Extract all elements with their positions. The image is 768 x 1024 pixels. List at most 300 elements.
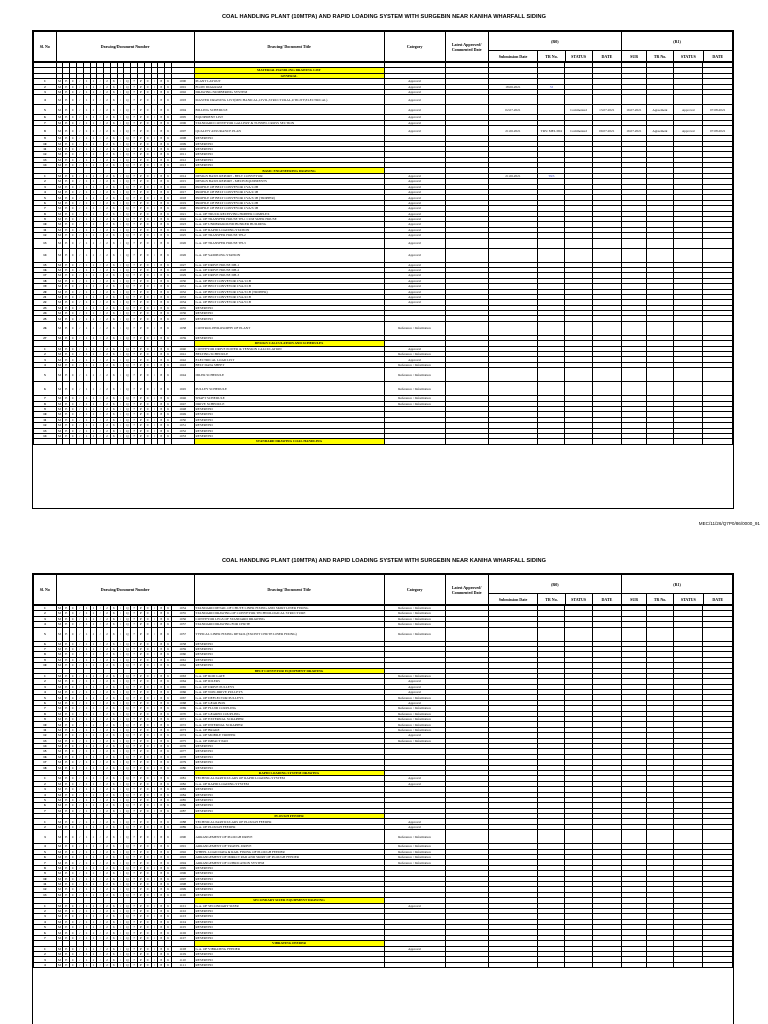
- drawing-number-char: C: [70, 84, 77, 89]
- drawing-number-char: 7: [131, 300, 138, 305]
- drawing-number-char: Q: [124, 819, 131, 824]
- tr-no-cell[interactable]: TRS/ MEL/004: [538, 126, 565, 136]
- drawing-number-char: 0: [144, 211, 151, 216]
- drawing-number-char: 2: [104, 195, 111, 200]
- drawing-number-char: /: [97, 652, 104, 657]
- drawing-number-code: 1039: [171, 335, 194, 340]
- sl-no-cell: 6: [34, 382, 57, 396]
- drawing-number-char: 1: [83, 179, 90, 184]
- drawing-number-char: /: [151, 957, 158, 962]
- drawing-number-char: 0: [144, 733, 151, 738]
- drawing-number-char: 1: [90, 95, 97, 105]
- drawing-number-char: /: [117, 819, 124, 824]
- drawing-number-char: /: [117, 673, 124, 678]
- drawing-title-cell: G.A. OF DRIVE HOUSE DH-3: [194, 273, 384, 278]
- drawing-number-char: C: [70, 871, 77, 876]
- drawing-number-char: 2: [104, 417, 111, 422]
- drawing-number-char: 6: [165, 89, 172, 94]
- drawing-number-char: C: [70, 797, 77, 802]
- drawing-number-char: C: [70, 79, 77, 84]
- drawing-number-char: Q: [124, 727, 131, 732]
- sl-no-cell: 13: [34, 892, 57, 897]
- drawing-number-char: 0: [144, 627, 151, 641]
- drawing-number-char: /: [76, 819, 83, 824]
- drawing-number-char: /: [76, 824, 83, 829]
- drawing-number-char: /: [151, 627, 158, 641]
- drawing-number-char: /: [76, 903, 83, 908]
- drawing-number-char: /: [76, 962, 83, 967]
- drawing-number-char: 6: [165, 765, 172, 770]
- drawing-number-char: /: [117, 267, 124, 272]
- drawing-number-char: /: [76, 616, 83, 621]
- sl-no-cell: 4: [34, 190, 57, 195]
- drawing-number-char: /: [97, 860, 104, 865]
- drawing-number-char: C: [70, 428, 77, 433]
- table-row: [34, 830, 733, 844]
- drawing-number-char: P: [137, 382, 144, 396]
- category-cell: Approval: [384, 238, 445, 248]
- drawing-number-char: 1: [90, 849, 97, 854]
- drawing-number-char: /: [151, 611, 158, 616]
- drawing-number-char: 0: [144, 335, 151, 340]
- sl-no-cell: 1: [34, 903, 57, 908]
- sl-no-cell: 5: [34, 695, 57, 700]
- drawing-number-char: 1: [83, 248, 90, 262]
- drawing-number-char: 6: [110, 727, 117, 732]
- drawing-number-char: 2: [104, 248, 111, 262]
- drawing-number-char: C: [70, 273, 77, 278]
- sl-no-cell: 5: [34, 368, 57, 382]
- drawing-number-char: /: [117, 321, 124, 335]
- drawing-number-char: 1: [90, 887, 97, 892]
- sl-no-cell: 2: [34, 908, 57, 913]
- table-row: [34, 105, 733, 115]
- drawing-number-char: 2: [104, 141, 111, 146]
- drawing-number-char: 2: [104, 925, 111, 930]
- drawing-title-cell: RESERVED: [194, 957, 384, 962]
- drawing-number-char: E: [63, 914, 70, 919]
- drawing-number-char: /: [117, 284, 124, 289]
- sub-r1-cell: 16.07.2021: [622, 105, 647, 115]
- drawing-number-char: P: [137, 346, 144, 351]
- drawing-number-char: /: [117, 787, 124, 792]
- drawing-number-char: C: [70, 146, 77, 151]
- drawing-number-char: E: [63, 136, 70, 141]
- drawing-number-char: M: [57, 797, 61, 802]
- drawing-number-char: 1: [90, 179, 97, 184]
- drawing-number-char: 0: [144, 126, 151, 136]
- drawing-number-char: /: [151, 423, 158, 428]
- drawing-number-char: 2: [104, 749, 111, 754]
- table-row: [34, 962, 733, 967]
- drawing-number-char: Q: [124, 120, 131, 125]
- drawing-number-char: Q: [124, 289, 131, 294]
- drawing-number-code: 1104: [171, 919, 194, 924]
- drawing-number-char: C: [70, 433, 77, 438]
- sl-no-cell: 7: [34, 808, 57, 813]
- drawing-number-char: /: [76, 136, 83, 141]
- drawing-number-code: 1086: [171, 803, 194, 808]
- drawing-number-char: 0: [144, 428, 151, 433]
- drawing-number-char: C: [70, 760, 77, 765]
- drawing-number-char: 6: [165, 946, 172, 951]
- drawing-number-char: 6: [165, 700, 172, 705]
- drawing-number-char: 7: [131, 892, 138, 897]
- sl-no-cell: 7: [34, 120, 57, 125]
- drawing-number-code: 1032: [171, 289, 194, 294]
- drawing-number-char: /: [76, 163, 83, 168]
- drawing-number-char: 0: [144, 606, 151, 611]
- drawing-title-cell: BELT DATA SHEET: [194, 362, 384, 367]
- drawing-number-char: /: [117, 903, 124, 908]
- drawing-number-char: 0: [144, 89, 151, 94]
- drawing-number-char: 2: [104, 222, 111, 227]
- drawing-number-char: /: [151, 946, 158, 951]
- drawing-number-char: 0: [144, 684, 151, 689]
- drawing-number-char: E: [63, 311, 70, 316]
- drawing-number-char: /: [117, 146, 124, 151]
- drawing-number-code: 1050: [171, 417, 194, 422]
- drawing-number-char: E: [63, 830, 70, 844]
- drawing-number-char: E: [63, 184, 70, 189]
- drawing-number-char: 1: [83, 262, 90, 267]
- drawing-number-char: /: [117, 428, 124, 433]
- drawing-number-char: P: [137, 195, 144, 200]
- drawing-number-char: /: [97, 690, 104, 695]
- drawing-title-cell: FLOW DIAGRAM: [194, 84, 384, 89]
- drawing-number-code: 1057: [171, 622, 194, 627]
- drawing-number-char: C: [70, 957, 77, 962]
- drawing-number-char: /: [97, 819, 104, 824]
- drawing-number-char: 1: [90, 352, 97, 357]
- drawing-number-char: 6: [165, 357, 172, 362]
- sl-no-cell: 1: [34, 346, 57, 351]
- drawing-number-char: 2: [104, 849, 111, 854]
- drawing-number-char: 8: [158, 335, 165, 340]
- drawing-number-char: /: [151, 195, 158, 200]
- drawing-number-char: M: [57, 268, 61, 273]
- drawing-number-char: E: [63, 89, 70, 94]
- drawing-number-code: 1056: [171, 616, 194, 621]
- sl-no-cell: 6: [34, 115, 57, 120]
- drawing-number-char: /: [76, 881, 83, 886]
- drawing-number-char: 0: [144, 105, 151, 115]
- drawing-number-char: /: [97, 925, 104, 930]
- tr-no-cell: [538, 830, 565, 844]
- drawing-number-char: 8: [158, 830, 165, 844]
- drawing-number-char: 0: [144, 622, 151, 627]
- header-tr-no: TR No.: [538, 594, 565, 605]
- drawing-number-char: 1: [90, 346, 97, 351]
- sl-no-cell: 2: [34, 781, 57, 786]
- drawing-number-char: 1: [83, 760, 90, 765]
- sl-no-cell: 7: [34, 860, 57, 865]
- drawing-number-char: M: [57, 919, 61, 924]
- drawing-number-char: /: [117, 79, 124, 84]
- drawing-number-char: Q: [124, 684, 131, 689]
- drawing-number-char: 7: [131, 727, 138, 732]
- drawing-number-char: M: [57, 179, 61, 184]
- drawing-number-char: E: [63, 163, 70, 168]
- drawing-number-char: 8: [158, 233, 165, 238]
- header-table: [33, 574, 733, 605]
- drawing-number-char: M: [57, 663, 61, 668]
- drawing-title-cell: G.A. OF MOBILE TRIPPER: [194, 733, 384, 738]
- drawing-number-char: 2: [104, 401, 111, 406]
- drawing-number-char: 6: [110, 179, 117, 184]
- drawing-number-char: 7: [131, 289, 138, 294]
- drawing-number-code: 1110: [171, 957, 194, 962]
- drawing-number-char: Q: [124, 79, 131, 84]
- drawing-number-char: 6: [165, 952, 172, 957]
- drawing-number-char: 7: [131, 657, 138, 662]
- drawing-number-char: E: [63, 200, 70, 205]
- sl-no-cell: 8: [34, 711, 57, 716]
- drawing-number-char: 2: [104, 346, 111, 351]
- sl-no-cell: 6: [34, 700, 57, 705]
- tr-no-link[interactable]: 33: [549, 84, 554, 89]
- drawing-title-cell: G.A. OF VIBRATING FEEDER: [194, 946, 384, 951]
- drawing-number-char: /: [97, 278, 104, 283]
- date-r1-cell: 07.08.2021: [703, 105, 733, 115]
- drawing-number-char: C: [70, 190, 77, 195]
- drawing-number-code: 1057: [171, 627, 194, 641]
- drawing-number-char: 1: [83, 278, 90, 283]
- drawing-number-char: E: [63, 611, 70, 616]
- drawing-title-cell: RESERVED: [194, 765, 384, 770]
- drawing-number-char: E: [63, 684, 70, 689]
- drawing-number-char: C: [70, 216, 77, 221]
- drawing-title-cell: PROFILE OF BELT CONVEYOR CVA/3/1B (TRIPPER): [194, 195, 384, 200]
- sl-no-cell: 10: [34, 222, 57, 227]
- tr-no-r1-cell: [646, 321, 673, 335]
- document-title-1: COAL HANDLING PLANT (10MTPA) AND RAPID LOADING SYSTEM WITH SURGEBIN NEAR KANIHA WHARFALL SIDING: [221, 14, 547, 20]
- drawing-number-char: /: [151, 352, 158, 357]
- drawing-number-char: C: [70, 227, 77, 232]
- drawing-number-char: /: [117, 892, 124, 897]
- sl-no-cell: 11: [34, 417, 57, 422]
- drawing-number-char: /: [117, 919, 124, 924]
- drawing-number-char: /: [117, 184, 124, 189]
- drawing-number-char: M: [57, 952, 61, 957]
- header-submission-date: Submission Date: [488, 594, 538, 605]
- section-title: STANDARD DRAWING COAL HANDLING: [194, 439, 384, 444]
- drawing-number-char: C: [70, 925, 77, 930]
- drawing-number-char: 6: [110, 423, 117, 428]
- drawing-number-char: /: [151, 163, 158, 168]
- drawing-number-char: /: [76, 368, 83, 382]
- drawing-number-char: Q: [124, 765, 131, 770]
- drawing-number-char: 6: [165, 195, 172, 200]
- drawing-number-char: Q: [124, 233, 131, 238]
- drawing-number-code: 1041: [171, 352, 194, 357]
- drawing-number-code: 1082: [171, 781, 194, 786]
- drawing-number-char: 2: [104, 765, 111, 770]
- drawing-title-cell: G.A. OF GEARED COUPLING: [194, 711, 384, 716]
- sl-no-cell: 6: [34, 803, 57, 808]
- drawing-number-char: 8: [158, 887, 165, 892]
- drawing-number-char: 2: [104, 433, 111, 438]
- drawing-number-char: E: [63, 211, 70, 216]
- drawing-number-char: 2: [104, 962, 111, 967]
- drawing-number-char: P: [137, 305, 144, 310]
- drawing-number-char: M: [57, 738, 61, 743]
- drawing-number-char: 6: [110, 663, 117, 668]
- drawing-number-char: 7: [131, 227, 138, 232]
- drawing-number-char: /: [117, 865, 124, 870]
- drawing-number-char: 7: [131, 267, 138, 272]
- sl-no-cell: 6: [34, 200, 57, 205]
- drawing-number-char: E: [63, 396, 70, 401]
- drawing-title-cell: STANDARD DETAIL OF CHUTE LINER FIXING AND SKIRT LINER FIXING: [194, 606, 384, 611]
- drawing-number-char: /: [151, 830, 158, 844]
- drawing-number-char: C: [70, 754, 77, 759]
- drawing-number-char: 2: [104, 946, 111, 951]
- drawing-number-char: M: [57, 90, 61, 95]
- drawing-number-char: 1: [90, 606, 97, 611]
- drawing-number-char: /: [151, 844, 158, 849]
- drawing-number-char: M: [57, 227, 61, 232]
- drawing-number-char: 1: [90, 717, 97, 722]
- drawing-number-char: Q: [124, 892, 131, 897]
- drawing-number-char: /: [76, 717, 83, 722]
- drawing-number-char: 2: [104, 273, 111, 278]
- drawing-number-char: 1: [90, 908, 97, 913]
- tr-no-cell: [538, 382, 565, 396]
- drawing-number-char: /: [97, 749, 104, 754]
- drawing-number-char: 0: [144, 711, 151, 716]
- drawing-number-char: M: [57, 930, 61, 935]
- status-r1-cell: [674, 95, 703, 105]
- drawing-number-char: /: [76, 222, 83, 227]
- drawing-number-char: 6: [110, 190, 117, 195]
- drawing-number-char: P: [137, 423, 144, 428]
- drawing-number-char: /: [97, 305, 104, 310]
- drawing-number-char: C: [70, 808, 77, 813]
- drawing-number-char: /: [151, 663, 158, 668]
- drawing-number-char: 1: [90, 152, 97, 157]
- drawing-title-cell: G.A. OF DEFLECTOR PULLEYS: [194, 695, 384, 700]
- latest-approved-cell: [445, 105, 488, 115]
- drawing-number-char: P: [137, 946, 144, 951]
- drawing-number-char: M: [57, 727, 61, 732]
- drawing-number-char: /: [117, 663, 124, 668]
- drawing-number-char: /: [151, 754, 158, 759]
- drawing-number-char: /: [97, 797, 104, 802]
- drawing-number-char: 7: [131, 606, 138, 611]
- date-cell: [592, 321, 621, 335]
- drawing-title-cell: BELTING SCHEDULE: [194, 352, 384, 357]
- drawing-number-char: /: [97, 211, 104, 216]
- drawing-number-char: 1: [90, 89, 97, 94]
- drawing-number-char: 2: [104, 754, 111, 759]
- drawing-number-char: 6: [165, 262, 172, 267]
- drawing-number-code: 1025: [171, 233, 194, 238]
- drawing-number-char: /: [151, 300, 158, 305]
- drawing-number-char: 6: [110, 871, 117, 876]
- category-cell: Reference / Information: [384, 738, 445, 743]
- drawing-number-char: 1: [90, 294, 97, 299]
- drawing-number-char: C: [70, 423, 77, 428]
- category-cell: Approval: [384, 248, 445, 262]
- drawing-number-char: 8: [158, 749, 165, 754]
- drawing-number-char: /: [76, 289, 83, 294]
- header-sub: SUB: [622, 51, 647, 62]
- drawing-number-char: Q: [124, 115, 131, 120]
- table-row: [34, 321, 733, 335]
- drawing-number-char: E: [63, 173, 70, 178]
- sl-no-cell: 4: [34, 362, 57, 367]
- drawing-number-char: 6: [110, 396, 117, 401]
- drawing-number-char: C: [70, 706, 77, 711]
- drawing-number-char: P: [137, 733, 144, 738]
- drawing-number-char: P: [137, 300, 144, 305]
- drawing-number-code: 1037: [171, 316, 194, 321]
- header-latest-approved: Latest Approved/ Commented Date: [445, 32, 488, 62]
- drawing-number-char: E: [63, 706, 70, 711]
- drawing-number-char: P: [137, 417, 144, 422]
- drawing-number-char: C: [70, 743, 77, 748]
- drawing-number-char: E: [63, 803, 70, 808]
- submission-date-cell: [488, 368, 538, 382]
- drawing-number-char: Q: [124, 611, 131, 616]
- drawing-number-char: Q: [124, 423, 131, 428]
- drawing-number-char: 2: [104, 622, 111, 627]
- drawing-number-char: C: [70, 663, 77, 668]
- tr-no-link[interactable]: TRS: [548, 173, 555, 178]
- drawing-number-char: /: [117, 616, 124, 621]
- drawing-number-char: P: [137, 781, 144, 786]
- drawing-number-char: 2: [104, 105, 111, 115]
- sl-no-cell: 1: [34, 673, 57, 678]
- drawing-number-char: M: [57, 695, 61, 700]
- drawing-title-cell: RESERVED: [194, 428, 384, 433]
- sl-no-cell: 18: [34, 278, 57, 283]
- drawing-number-char: 8: [158, 79, 165, 84]
- drawing-number-char: /: [76, 248, 83, 262]
- drawing-number-code: 1055: [171, 611, 194, 616]
- drawing-number-char: 1: [90, 305, 97, 310]
- sl-no-cell: 17: [34, 273, 57, 278]
- drawing-number-char: 6: [110, 300, 117, 305]
- drawing-number-char: /: [97, 641, 104, 646]
- drawing-number-char: C: [70, 824, 77, 829]
- drawing-number-char: P: [137, 294, 144, 299]
- status-r1-cell: [674, 830, 703, 844]
- drawing-number-char: 0: [144, 797, 151, 802]
- drawing-number-char: E: [63, 957, 70, 962]
- drawing-number-char: /: [76, 733, 83, 738]
- drawing-number-char: Q: [124, 641, 131, 646]
- drawing-number-char: 6: [165, 141, 172, 146]
- drawing-number-char: C: [70, 830, 77, 844]
- drawing-number-char: E: [63, 248, 70, 262]
- drawing-number-char: 6: [110, 679, 117, 684]
- drawing-number-char: /: [97, 646, 104, 651]
- drawing-number-char: C: [70, 206, 77, 211]
- drawing-number-char: 1: [83, 855, 90, 860]
- drawing-number-char: 1: [90, 311, 97, 316]
- drawing-number-char: M: [57, 434, 61, 439]
- drawing-number-char: Q: [124, 946, 131, 951]
- category-cell: Reference / Information: [384, 717, 445, 722]
- drawing-number-char: E: [63, 871, 70, 876]
- drawing-number-char: 6: [165, 321, 172, 335]
- drawing-number-char: /: [117, 84, 124, 89]
- drawing-number-char: 6: [110, 849, 117, 854]
- drawing-number-char: 1: [83, 673, 90, 678]
- drawing-number-char: /: [151, 765, 158, 770]
